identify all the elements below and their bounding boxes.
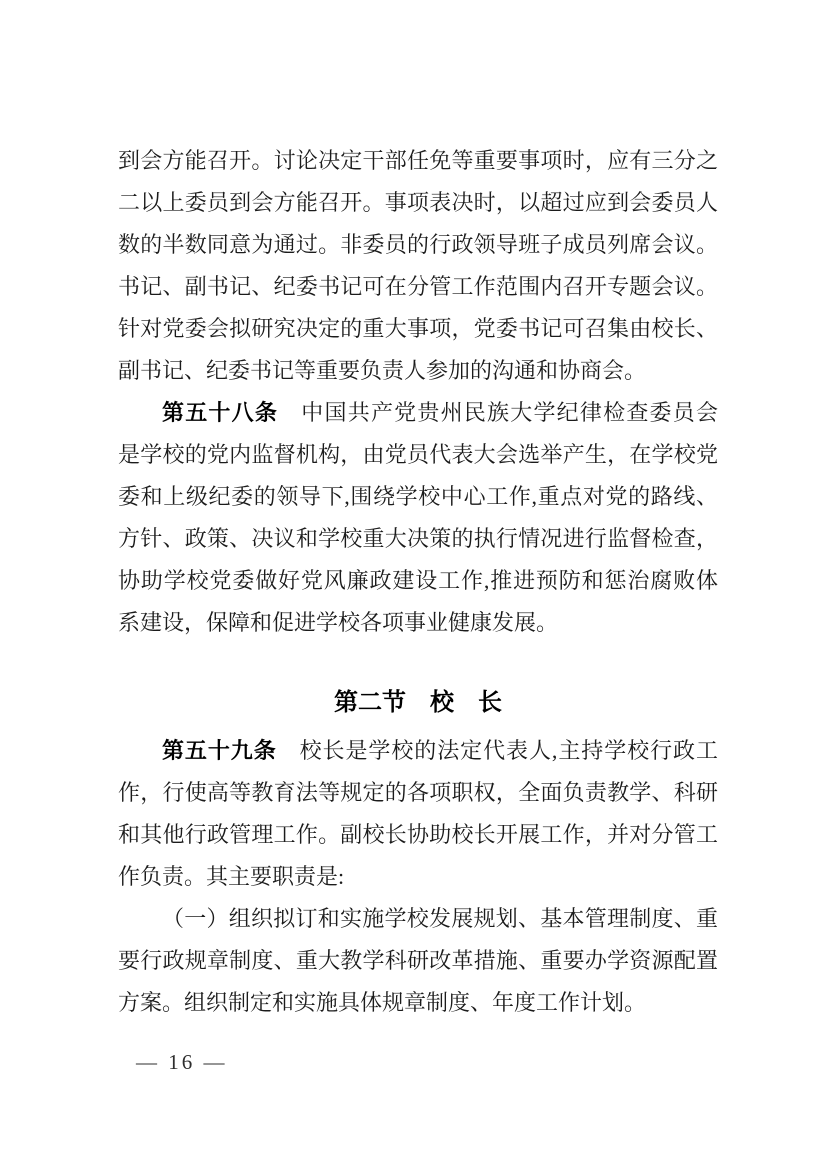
text-segment: 和其他行政管理工作。副校长协助校长开展工作，并对分管工 bbox=[118, 822, 718, 847]
text-line bbox=[118, 602, 718, 644]
text-segment: 作负责。其主要职责是: bbox=[118, 864, 345, 889]
text-line bbox=[118, 940, 718, 982]
text-segment: 作，行使高等教育法等规定的各项职权，全面负责教学、科研 bbox=[118, 780, 718, 805]
text-line bbox=[118, 730, 718, 772]
spacer bbox=[118, 644, 718, 682]
text-segment: 方案。组织制定和实施具体规章制度、年度工作计划。 bbox=[118, 990, 647, 1015]
text-segment: 二以上委员到会方能召开。事项表决时，以超过应到会委员人 bbox=[118, 190, 718, 215]
text-segment: 中国共产党贵州民族大学纪律检查委员会 bbox=[278, 400, 718, 425]
page-number: — 16 — bbox=[136, 1050, 228, 1074]
text-line bbox=[118, 350, 718, 392]
text-line bbox=[118, 518, 718, 560]
text-segment: 系建设，保障和促进学校各项事业健康发展。 bbox=[118, 610, 559, 635]
text-line bbox=[118, 898, 718, 940]
document-body bbox=[118, 140, 718, 1024]
bold-lead-in: 第五十九条 bbox=[162, 738, 277, 763]
text-segment: 协助学校党委做好党风廉政建设工作,推进预防和惩治腐败体 bbox=[118, 568, 718, 593]
text-line bbox=[118, 772, 718, 814]
text-line bbox=[118, 982, 718, 1024]
text-segment: 要行政规章制度、重大教学科研改革措施、重要办学资源配置 bbox=[118, 948, 718, 973]
text-segment: 数的半数同意为通过。非委员的行政领导班子成员列席会议。 bbox=[118, 232, 718, 257]
text-line bbox=[118, 856, 718, 898]
text-line bbox=[118, 266, 718, 308]
text-segment: 是学校的党内监督机构，由党员代表大会选举产生，在学校党 bbox=[118, 442, 718, 467]
section-heading bbox=[118, 682, 718, 724]
text-segment: 书记、副书记、纪委书记可在分管工作范围内召开专题会议。 bbox=[118, 274, 718, 299]
text-line bbox=[118, 308, 718, 350]
bold-lead-in: 第五十八条 bbox=[162, 400, 279, 425]
text-segment: 副书记、纪委书记等重要负责人参加的沟通和协商会。 bbox=[118, 358, 647, 383]
text-segment: （一）组织拟订和实施学校发展规划、基本管理制度、重 bbox=[162, 906, 718, 931]
text-line bbox=[118, 140, 718, 182]
text-line bbox=[118, 392, 718, 434]
bold-lead-in: 第二节 校 长 bbox=[334, 689, 502, 716]
text-line bbox=[118, 434, 718, 476]
text-line bbox=[118, 560, 718, 602]
text-line bbox=[118, 476, 718, 518]
text-segment: 方针、政策、决议和学校重大决策的执行情况进行监督检查， bbox=[118, 526, 718, 551]
text-segment: 针对党委会拟研究决定的重大事项，党委书记可召集由校长、 bbox=[118, 316, 718, 341]
text-segment: 到会方能召开。讨论决定干部任免等重要事项时，应有三分之 bbox=[118, 148, 718, 173]
text-line bbox=[118, 814, 718, 856]
text-line bbox=[118, 224, 718, 266]
text-line bbox=[118, 182, 718, 224]
text-segment: 校长是学校的法定代表人,主持学校行政工 bbox=[276, 738, 718, 763]
text-segment: 委和上级纪委的领导下,围绕学校中心工作,重点对党的路线、 bbox=[118, 484, 718, 509]
